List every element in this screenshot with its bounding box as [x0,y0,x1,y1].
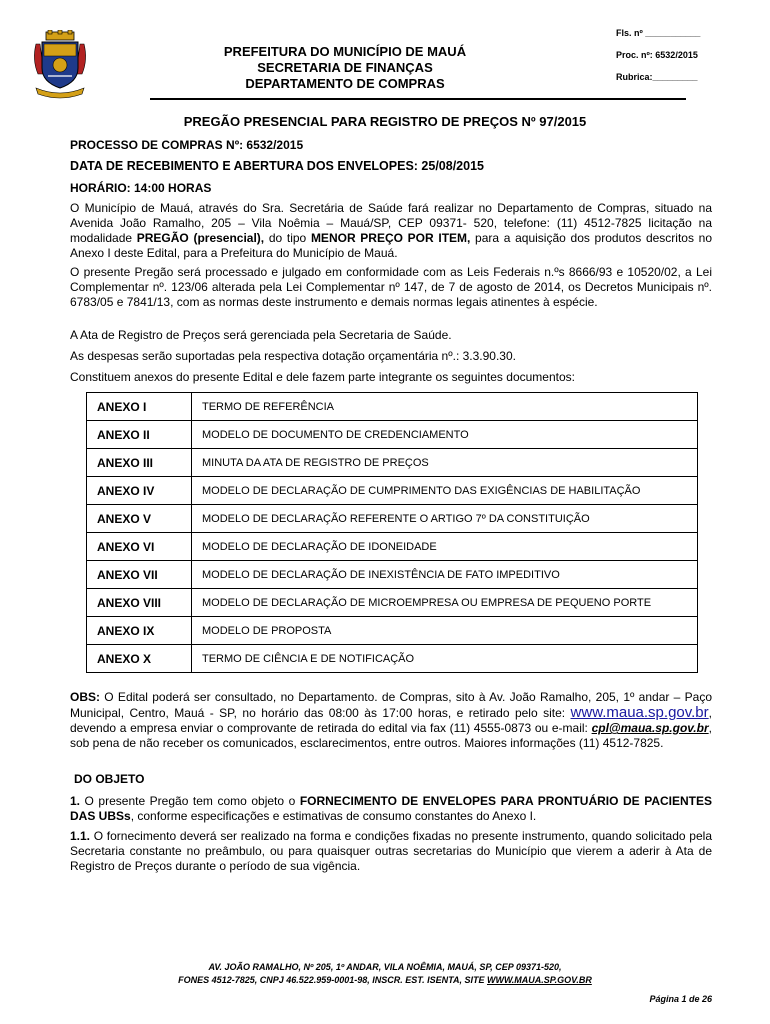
annex-code: ANEXO X [87,645,192,673]
annexes-intro: Constituem anexos do presente Edital e dele fazem parte integrante os seguintes documentos: [70,370,575,384]
annex-description: MODELO DE DECLARAÇÃO DE INEXISTÊNCIA DE FATO IMPEDITIVO [192,561,698,589]
item-1-text-1: O presente Pregão tem como objeto o [80,794,300,808]
annex-code: ANEXO II [87,421,192,449]
obs-text-2: , devendo a empresa enviar o comprovante de retirada do edital via fax (11) 4555-0873 ou e-mail: [70,706,712,735]
annex-description: MODELO DE DECLARAÇÃO DE IDONEIDADE [192,533,698,561]
header-prefeitura: PREFEITURA DO MUNICÍPIO DE MAUÁ [223,44,467,59]
item-1-1-text: O fornecimento deverá ser realizado na forma e condições fixadas no presente instrumento, quando solicitado pela Secretaria constante no preâmbulo, ou para quaisquer outras secretarias do Município que vierem a aderir à Ata de Registro de Preços durante o período de sua vigência. [70,829,712,873]
obs-paragraph [70,690,712,751]
annex-code: ANEXO I [87,393,192,421]
annex-code: ANEXO III [87,449,192,477]
process-number: PROCESSO DE COMPRAS Nº: 6532/2015 [70,138,304,152]
footer-contacts [0,975,770,985]
header-proc: Proc. nº: 6532/2015 [616,50,698,60]
website-link[interactable]: www.maua.sp.gov.br [570,704,709,721]
intro-text-3: para a aquisição dos produtos descritos no Anexo I deste Edital, para a Prefeitura do Município de Mauá. [70,231,713,260]
annex-row [87,589,698,617]
annexes-table-body [87,393,698,673]
page-number: Página 1 de 26 [649,994,712,1004]
intro-type: MENOR PREÇO POR ITEM, [310,231,471,245]
obs-text-1: O Edital poderá ser consultado, no Departamento. de Compras, sito à Av. João Ramalho, 205, 1º andar – Paço Municipal, Centro, Mauá - SP, no horário das 08:00 às 17:00 horas, e retirado pelo site: [70,690,712,720]
intro-text-1: O Município de Mauá, através do Sra. Secretária de Saúde fará realizar no Departamento de Compras, situado na Avenida João Ramalho, 205 – Vila Noêmia – Mauá/SP, CEP 09371- 520, telefone: (11) 4512-7825 licitação na modalidade [70,201,712,245]
header-rubrica: Rubrica:_________ [616,72,698,82]
municipal-crest-icon [30,30,90,100]
annex-code: ANEXO VIII [87,589,192,617]
annex-code: ANEXO VI [87,533,192,561]
annex-row [87,393,698,421]
annex-code: ANEXO IX [87,617,192,645]
header-fls: Fls. nº ___________ [616,28,701,38]
opening-time: HORÁRIO: 14:00 HORAS [70,181,212,195]
annex-description: MODELO DE DECLARAÇÃO DE CUMPRIMENTO DAS EXIGÊNCIAS DE HABILITAÇÃO [192,477,698,505]
annex-description: MINUTA DA ATA DE REGISTRO DE PREÇOS [192,449,698,477]
opening-date: DATA DE RECEBIMENTO E ABERTURA DOS ENVELOPES: 25/08/2015 [70,159,484,173]
item-1-1-paragraph [70,829,712,874]
annex-row [87,645,698,673]
item-1-1-number: 1.1. [70,829,91,843]
annex-row [87,505,698,533]
annex-row [87,421,698,449]
annex-row [87,477,698,505]
item-1-number: 1. [70,794,81,808]
annex-row [87,533,698,561]
annex-row [87,617,698,645]
footer-contacts-text: FONES 4512-7825, CNPJ 46.522.959-0001-98, INSCR. EST. ISENTA, SITE [178,975,487,985]
header-block [150,44,540,92]
footer-address: AV. JOÃO RAMALHO, Nº 205, 1º ANDAR, VILA NOÊMIA, MAUÁ, SP, CEP 09371-520, [208,962,562,972]
item-1-text-2: , conforme especificações e estimativas de consumo constantes do Anexo I. [130,809,537,823]
annex-description: MODELO DE DECLARAÇÃO DE MICROEMPRESA OU EMPRESA DE PEQUENO PORTE [192,589,698,617]
intro-text-2: do tipo [264,231,311,245]
document-title: PREGÃO PRESENCIAL PARA REGISTRO DE PREÇOS Nº 97/2015 [183,114,587,129]
annex-code: ANEXO IV [87,477,192,505]
annex-row [87,449,698,477]
item-1-paragraph [70,794,712,824]
budget-paragraph: As despesas serão suportadas pela respectiva dotação orçamentária nº.: 3.3.90.30. [70,349,516,363]
annex-row [87,561,698,589]
header-secretaria: SECRETARIA DE FINANÇAS [257,60,433,75]
ata-paragraph: A Ata de Registro de Preços será gerenciada pela Secretaria de Saúde. [70,328,452,342]
item-1-object: FORNECIMENTO DE ENVELOPES PARA PRONTUÁRIO DE PACIENTES DAS UBSs [70,794,712,823]
annex-description: MODELO DE PROPOSTA [192,617,698,645]
legal-basis-paragraph: O presente Pregão será processado e julgado em conformidade com as Leis Federais n.ºs 8666/93 e 10520/02, a Lei Complementar nº. 123/06 alterada pela Lei Complementar nº 147, de 7 de agosto de 2014, os Decretos Municipais nº. 6783/05 e 7841/13, com as normas deste instrumento e demais normas legais atinentes à espécie. [70,265,712,309]
annex-code: ANEXO V [87,505,192,533]
header-departamento: DEPARTAMENTO DE COMPRAS [245,76,445,91]
intro-paragraph [70,201,712,261]
obs-label: OBS: [70,690,100,704]
annex-description: MODELO DE DECLARAÇÃO REFERENTE O ARTIGO 7º DA CONSTITUIÇÃO [192,505,698,533]
annex-description: MODELO DE DOCUMENTO DE CREDENCIAMENTO [192,421,698,449]
annex-code: ANEXO VII [87,561,192,589]
annex-description: TERMO DE REFERÊNCIA [192,393,698,421]
footer-site-link[interactable]: WWW.MAUA.SP.GOV.BR [486,975,592,985]
annex-description: TERMO DE CIÊNCIA E DE NOTIFICAÇÃO [192,645,698,673]
email-link[interactable]: cpl@maua.sp.gov.br [591,721,709,735]
annexes-table [86,392,698,673]
objeto-heading: DO OBJETO [74,772,145,786]
header-rule [150,98,686,100]
intro-modality: PREGÃO (presencial), [136,231,265,245]
obs-text-3: , sob pena de não receber os comunicados, esclarecimentos, entre outros. Maiores informações (11) 4512-7825. [70,721,712,750]
